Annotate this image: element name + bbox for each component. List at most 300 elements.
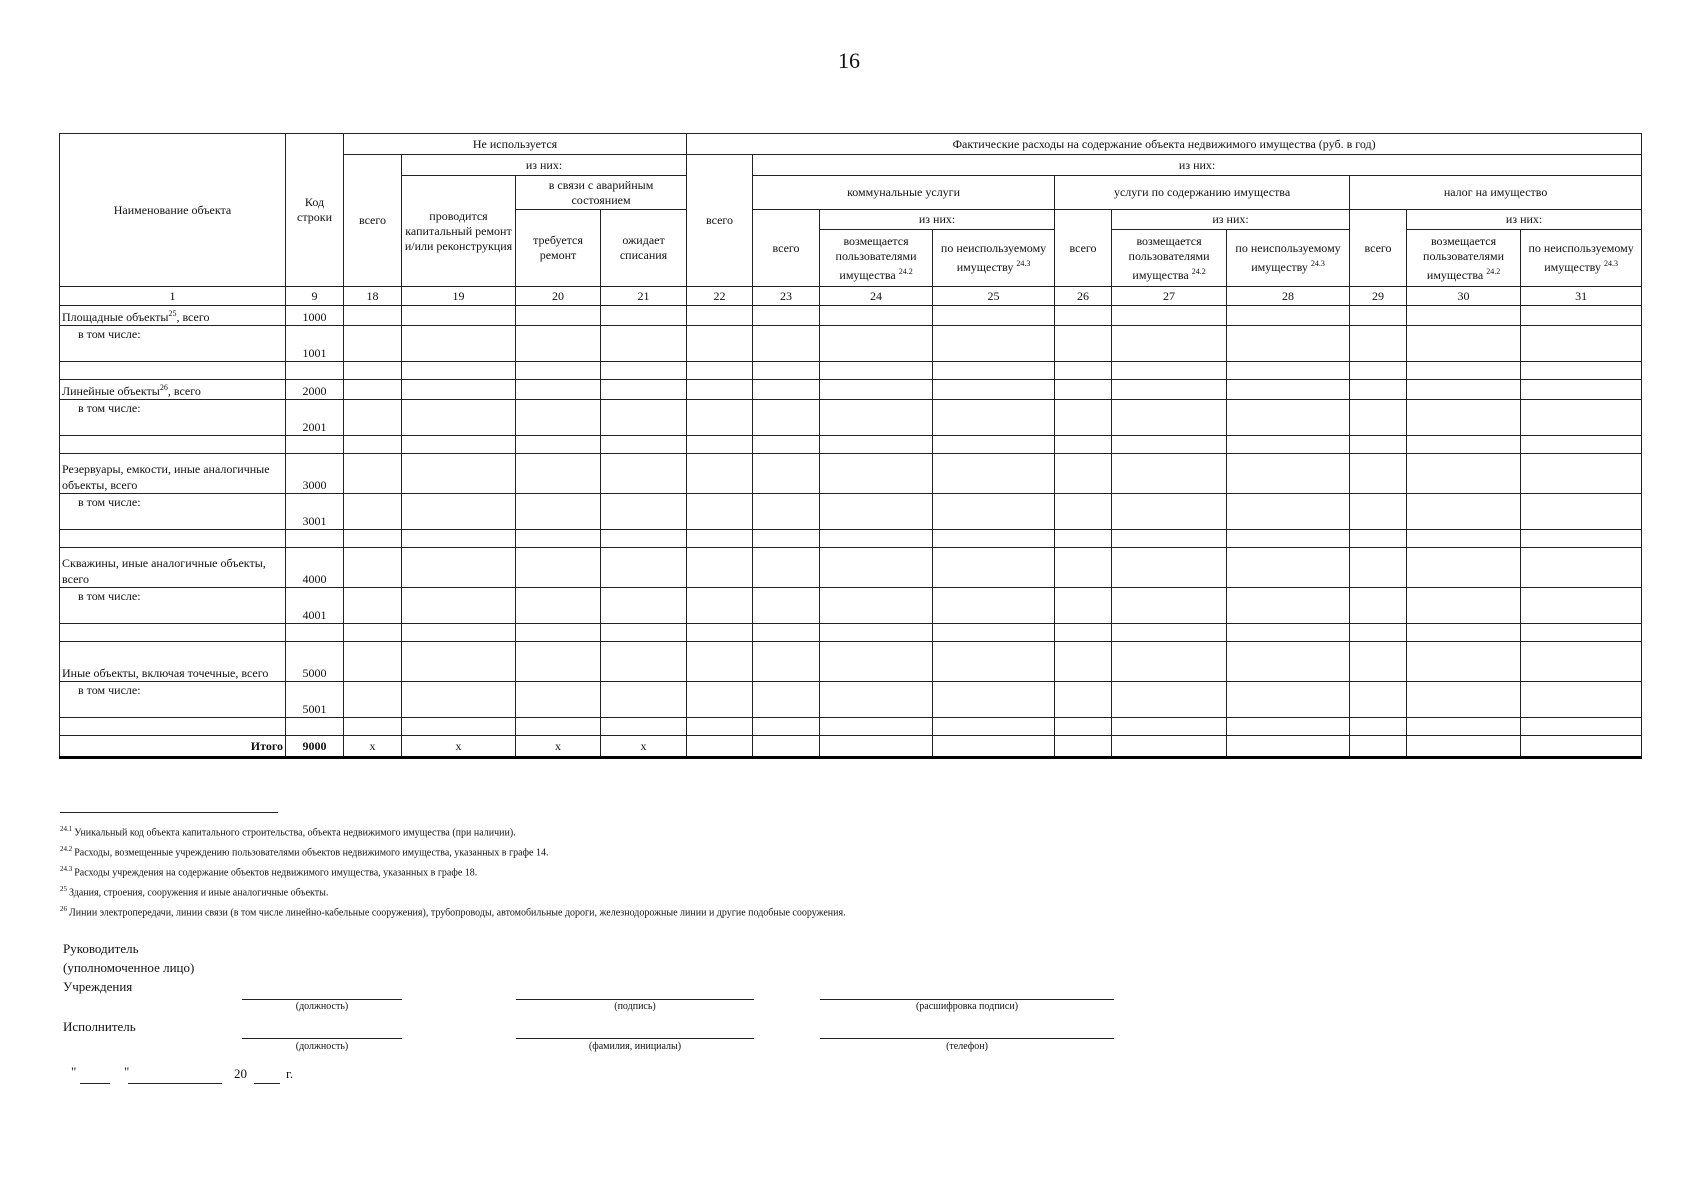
blank-cell[interactable] <box>344 436 402 454</box>
col-number: 25 <box>933 287 1055 306</box>
date-day-line[interactable] <box>80 1083 110 1084</box>
data-cell[interactable] <box>933 306 1055 326</box>
data-cell[interactable] <box>1055 454 1112 494</box>
data-cell[interactable] <box>1112 494 1227 530</box>
data-cell[interactable] <box>1350 454 1407 494</box>
col-number: 18 <box>344 287 402 306</box>
data-cell[interactable] <box>687 682 753 718</box>
data-cell[interactable] <box>933 642 1055 682</box>
data-cell[interactable] <box>687 400 753 436</box>
data-cell[interactable] <box>687 642 753 682</box>
blank-cell[interactable] <box>1407 530 1521 548</box>
data-cell[interactable] <box>820 400 933 436</box>
row-code: 1001 <box>286 326 344 362</box>
data-cell[interactable] <box>601 380 687 400</box>
data-cell[interactable] <box>601 642 687 682</box>
blank-cell[interactable] <box>1112 718 1227 736</box>
blank-cell[interactable] <box>753 362 820 380</box>
blank-cell[interactable] <box>820 624 933 642</box>
blank-cell[interactable] <box>516 362 601 380</box>
blank-cell[interactable] <box>1227 530 1350 548</box>
data-cell[interactable] <box>601 494 687 530</box>
data-cell[interactable] <box>820 494 933 530</box>
col-number: 1 <box>60 287 286 306</box>
row-code: 4001 <box>286 588 344 624</box>
row-code: 3000 <box>286 454 344 494</box>
data-cell[interactable] <box>516 306 601 326</box>
header-property-tax: налог на имущество <box>1350 176 1642 210</box>
blank-cell[interactable] <box>1350 530 1407 548</box>
executor-position-caption: (должность) <box>295 1041 349 1052</box>
data-cell[interactable] <box>1407 682 1521 718</box>
blank-cell[interactable] <box>286 624 344 642</box>
data-cell[interactable] <box>1350 306 1407 326</box>
data-cell[interactable] <box>516 682 601 718</box>
data-cell[interactable] <box>402 642 516 682</box>
data-cell[interactable] <box>344 588 402 624</box>
executor-position-line[interactable] <box>242 1038 402 1039</box>
column-numbers-row <box>60 287 1642 306</box>
header-awaits-writeoff: ожидает списания <box>601 210 687 287</box>
data-cell[interactable] <box>820 588 933 624</box>
data-cell[interactable] <box>753 454 820 494</box>
data-cell[interactable] <box>753 306 820 326</box>
table-row <box>60 494 1642 530</box>
col-number: 27 <box>1112 287 1227 306</box>
row-code: 5001 <box>286 682 344 718</box>
blank-row <box>60 718 1642 736</box>
data-cell[interactable] <box>753 380 820 400</box>
data-cell[interactable] <box>933 326 1055 362</box>
total-cell[interactable] <box>1055 736 1112 758</box>
data-cell[interactable] <box>601 588 687 624</box>
data-cell[interactable] <box>1112 326 1227 362</box>
data-cell[interactable] <box>516 548 601 588</box>
header-utilities-of-them: из них: <box>820 210 1055 230</box>
data-cell[interactable] <box>1055 380 1112 400</box>
table-row <box>60 548 1642 588</box>
header-not-used-of-them: из них: <box>402 155 687 176</box>
total-cell[interactable] <box>1112 736 1227 758</box>
date-year-prefix: 20 <box>234 1066 247 1081</box>
blank-cell[interactable] <box>687 362 753 380</box>
blank-cell[interactable] <box>1227 362 1350 380</box>
data-cell[interactable] <box>601 400 687 436</box>
data-cell[interactable] <box>344 548 402 588</box>
blank-cell[interactable] <box>60 530 286 548</box>
blank-cell[interactable] <box>1350 362 1407 380</box>
data-cell[interactable] <box>1407 588 1521 624</box>
data-cell[interactable] <box>1112 380 1227 400</box>
data-cell[interactable] <box>344 306 402 326</box>
data-cell[interactable] <box>1227 642 1350 682</box>
blank-cell[interactable] <box>402 436 516 454</box>
blank-cell[interactable] <box>1227 436 1350 454</box>
data-cell[interactable] <box>1350 642 1407 682</box>
data-cell[interactable] <box>1227 548 1350 588</box>
footnote-item: $^{24.1}$ Уникальный код объекта капитального строительства, объекта недвижимого имущества (при наличии). <box>60 825 516 839</box>
data-cell[interactable] <box>1521 494 1642 530</box>
data-cell[interactable] <box>933 588 1055 624</box>
data-cell[interactable] <box>344 642 402 682</box>
data-cell[interactable] <box>753 682 820 718</box>
blank-cell[interactable] <box>601 718 687 736</box>
blank-cell[interactable] <box>1350 436 1407 454</box>
blank-cell[interactable] <box>286 362 344 380</box>
data-cell[interactable] <box>601 454 687 494</box>
data-cell[interactable] <box>1350 380 1407 400</box>
real-estate-expenses-table <box>59 133 1642 759</box>
header-needs-repair: требуется ремонт <box>516 210 601 287</box>
data-cell[interactable] <box>933 548 1055 588</box>
data-cell[interactable] <box>1521 642 1642 682</box>
blank-cell[interactable] <box>286 718 344 736</box>
data-cell[interactable] <box>1112 548 1227 588</box>
data-cell[interactable] <box>344 380 402 400</box>
blank-cell[interactable] <box>1227 718 1350 736</box>
blank-cell[interactable] <box>687 624 753 642</box>
blank-cell[interactable] <box>933 624 1055 642</box>
data-cell[interactable] <box>516 494 601 530</box>
data-cell[interactable] <box>344 494 402 530</box>
col-number: 22 <box>687 287 753 306</box>
data-cell[interactable] <box>601 682 687 718</box>
table-row <box>60 380 1642 400</box>
blank-cell[interactable] <box>60 362 286 380</box>
blank-cell[interactable] <box>1055 718 1112 736</box>
blank-cell[interactable] <box>286 530 344 548</box>
data-cell[interactable] <box>753 494 820 530</box>
blank-cell[interactable] <box>402 530 516 548</box>
col-number: 30 <box>1407 287 1521 306</box>
data-cell[interactable] <box>753 548 820 588</box>
blank-cell[interactable] <box>1055 624 1112 642</box>
blank-cell[interactable] <box>1407 624 1521 642</box>
data-cell[interactable] <box>1350 588 1407 624</box>
data-cell[interactable] <box>1055 494 1112 530</box>
blank-cell[interactable] <box>601 436 687 454</box>
data-cell[interactable] <box>1407 400 1521 436</box>
data-cell[interactable] <box>1227 380 1350 400</box>
data-cell[interactable] <box>601 326 687 362</box>
row-subtitle: в том числе: <box>60 588 286 624</box>
blank-cell[interactable] <box>820 362 933 380</box>
executor-phone-line[interactable] <box>820 1038 1114 1039</box>
blank-cell[interactable] <box>753 436 820 454</box>
data-cell[interactable] <box>1227 588 1350 624</box>
data-cell[interactable] <box>687 326 753 362</box>
blank-cell[interactable] <box>820 718 933 736</box>
data-cell[interactable] <box>344 454 402 494</box>
data-cell[interactable] <box>820 548 933 588</box>
footnote-item: $^{25}$ Здания, строения, сооружения и иные аналогичные объекты. <box>60 885 329 899</box>
data-cell[interactable] <box>1407 548 1521 588</box>
blank-cell[interactable] <box>344 362 402 380</box>
head-label-1: Руководитель <box>63 941 139 956</box>
blank-cell[interactable] <box>344 530 402 548</box>
data-cell[interactable] <box>1521 400 1642 436</box>
executor-phone-caption: (телефон) <box>946 1041 988 1052</box>
data-cell[interactable] <box>516 326 601 362</box>
footnote-item: $^{24.3}$ Расходы учреждения на содержание объектов недвижимого имущества, указанных в графе 18. <box>60 865 478 879</box>
blank-cell[interactable] <box>1521 530 1642 548</box>
data-cell[interactable] <box>1407 494 1521 530</box>
data-cell[interactable] <box>1227 326 1350 362</box>
blank-cell[interactable] <box>933 718 1055 736</box>
col-number: 21 <box>601 287 687 306</box>
blank-cell[interactable] <box>402 362 516 380</box>
data-cell[interactable] <box>1112 588 1227 624</box>
blank-cell[interactable] <box>1227 624 1350 642</box>
date-quote-close: " <box>124 1064 130 1079</box>
data-cell[interactable] <box>933 494 1055 530</box>
data-cell[interactable] <box>601 306 687 326</box>
row-object-name: Площадные объекты$^{25}$, всего <box>60 306 286 326</box>
data-cell[interactable] <box>402 400 516 436</box>
data-cell[interactable] <box>933 682 1055 718</box>
data-cell[interactable] <box>687 454 753 494</box>
data-cell[interactable] <box>933 400 1055 436</box>
data-cell[interactable] <box>1055 548 1112 588</box>
total-row <box>60 736 1642 758</box>
data-cell[interactable] <box>516 400 601 436</box>
blank-cell[interactable] <box>516 530 601 548</box>
data-cell[interactable] <box>1407 380 1521 400</box>
row-object-name: Скважины, иные аналогичные объекты, всего <box>60 548 286 588</box>
data-cell[interactable] <box>753 326 820 362</box>
blank-cell[interactable] <box>933 362 1055 380</box>
data-cell[interactable] <box>516 642 601 682</box>
header-expenses-all: всего <box>687 155 753 287</box>
data-cell[interactable] <box>753 400 820 436</box>
blank-cell[interactable] <box>60 624 286 642</box>
blank-cell[interactable] <box>753 718 820 736</box>
blank-cell[interactable] <box>516 624 601 642</box>
blank-cell[interactable] <box>1055 436 1112 454</box>
blank-cell[interactable] <box>1521 362 1642 380</box>
blank-cell[interactable] <box>60 718 286 736</box>
col-number: 9 <box>286 287 344 306</box>
data-cell[interactable] <box>1350 548 1407 588</box>
data-cell[interactable] <box>820 306 933 326</box>
blank-cell[interactable] <box>1521 624 1642 642</box>
data-cell[interactable] <box>1407 454 1521 494</box>
data-cell[interactable] <box>402 454 516 494</box>
data-cell[interactable] <box>933 454 1055 494</box>
executor-fio-caption: (фамилия, инициалы) <box>588 1041 682 1052</box>
data-cell[interactable] <box>516 380 601 400</box>
data-cell[interactable] <box>820 380 933 400</box>
data-cell[interactable] <box>402 588 516 624</box>
blank-cell[interactable] <box>516 436 601 454</box>
data-cell[interactable] <box>1055 682 1112 718</box>
blank-cell[interactable] <box>601 362 687 380</box>
data-cell[interactable] <box>516 454 601 494</box>
blank-cell[interactable] <box>1112 436 1227 454</box>
total-cell[interactable] <box>753 736 820 758</box>
data-cell[interactable] <box>344 682 402 718</box>
row-code: 2000 <box>286 380 344 400</box>
blank-cell[interactable] <box>753 530 820 548</box>
blank-cell[interactable] <box>753 624 820 642</box>
blank-cell[interactable] <box>933 530 1055 548</box>
data-cell[interactable] <box>1521 306 1642 326</box>
data-cell[interactable] <box>1407 642 1521 682</box>
data-cell[interactable] <box>402 682 516 718</box>
blank-cell[interactable] <box>820 530 933 548</box>
data-cell[interactable] <box>1521 682 1642 718</box>
blank-cell[interactable] <box>286 436 344 454</box>
header-object-name: Наименование объекта <box>60 134 286 287</box>
date-year-line[interactable] <box>254 1083 280 1084</box>
total-cell[interactable] <box>820 736 933 758</box>
total-cell[interactable] <box>1521 736 1642 758</box>
blank-cell[interactable] <box>1112 362 1227 380</box>
table-row <box>60 306 1642 326</box>
data-cell[interactable] <box>402 494 516 530</box>
blank-cell[interactable] <box>1055 362 1112 380</box>
data-cell[interactable] <box>820 326 933 362</box>
data-cell[interactable] <box>1112 400 1227 436</box>
header-not-used-all: всего <box>344 155 402 287</box>
table-row <box>60 326 1642 362</box>
data-cell[interactable] <box>687 588 753 624</box>
data-cell[interactable] <box>402 326 516 362</box>
data-cell[interactable] <box>1227 400 1350 436</box>
head-position-line[interactable] <box>242 999 402 1000</box>
row-code: 4000 <box>286 548 344 588</box>
data-cell[interactable] <box>1350 494 1407 530</box>
data-cell[interactable] <box>1521 588 1642 624</box>
data-cell[interactable] <box>1227 454 1350 494</box>
blank-cell[interactable] <box>601 530 687 548</box>
data-cell[interactable] <box>1521 326 1642 362</box>
blank-cell[interactable] <box>402 624 516 642</box>
data-cell[interactable] <box>1055 588 1112 624</box>
data-cell[interactable] <box>820 642 933 682</box>
total-label: Итого <box>60 736 286 758</box>
blank-cell[interactable] <box>601 624 687 642</box>
total-cell[interactable] <box>1407 736 1521 758</box>
head-decode-line[interactable] <box>820 999 1114 1000</box>
total-cell[interactable] <box>1350 736 1407 758</box>
head-signature-line[interactable] <box>516 999 754 1000</box>
header-utilities-unused: по неиспользуемому имуществу $^{24.3}$ <box>933 230 1055 287</box>
data-cell[interactable] <box>402 306 516 326</box>
data-cell[interactable] <box>687 548 753 588</box>
data-cell[interactable] <box>1521 454 1642 494</box>
data-cell[interactable] <box>1112 454 1227 494</box>
data-cell[interactable] <box>1227 306 1350 326</box>
blank-cell[interactable] <box>1350 718 1407 736</box>
col-number: 26 <box>1055 287 1112 306</box>
data-cell[interactable] <box>1055 642 1112 682</box>
data-cell[interactable] <box>820 682 933 718</box>
data-cell[interactable] <box>1350 682 1407 718</box>
blank-cell[interactable] <box>1112 624 1227 642</box>
data-cell[interactable] <box>933 380 1055 400</box>
blank-cell[interactable] <box>1407 362 1521 380</box>
data-cell[interactable] <box>1055 306 1112 326</box>
data-cell[interactable] <box>1112 642 1227 682</box>
data-cell[interactable] <box>753 642 820 682</box>
data-cell[interactable] <box>1521 548 1642 588</box>
col-number: 31 <box>1521 287 1642 306</box>
data-cell[interactable] <box>687 306 753 326</box>
blank-cell[interactable] <box>820 436 933 454</box>
data-cell[interactable] <box>1521 380 1642 400</box>
blank-cell[interactable] <box>687 436 753 454</box>
data-cell[interactable] <box>1407 326 1521 362</box>
data-cell[interactable] <box>1227 682 1350 718</box>
blank-cell[interactable] <box>687 718 753 736</box>
data-cell[interactable] <box>1112 306 1227 326</box>
col-number: 24 <box>820 287 933 306</box>
data-cell[interactable] <box>820 454 933 494</box>
data-cell[interactable] <box>1112 682 1227 718</box>
footnote-item: $^{26}$ Линии электропередачи, линии связи (в том числе линейно-кабельные сооружения), трубопроводы, автомобильные дороги, железнодорожные линии и другие подобные сооружения. <box>60 905 846 919</box>
blank-cell[interactable] <box>344 624 402 642</box>
blank-cell[interactable] <box>1112 530 1227 548</box>
data-cell[interactable] <box>402 380 516 400</box>
blank-cell[interactable] <box>402 718 516 736</box>
col-number: 23 <box>753 287 820 306</box>
data-cell[interactable] <box>1350 326 1407 362</box>
blank-cell[interactable] <box>1055 530 1112 548</box>
data-cell[interactable] <box>1407 306 1521 326</box>
data-cell[interactable] <box>1055 400 1112 436</box>
header-tax-all: всего <box>1350 210 1407 287</box>
row-code: 3001 <box>286 494 344 530</box>
data-cell[interactable] <box>344 400 402 436</box>
col-number: 19 <box>402 287 516 306</box>
data-cell[interactable] <box>687 494 753 530</box>
data-cell[interactable] <box>1055 326 1112 362</box>
blank-cell[interactable] <box>1521 436 1642 454</box>
data-cell[interactable] <box>402 548 516 588</box>
blank-row <box>60 362 1642 380</box>
blank-cell[interactable] <box>516 718 601 736</box>
blank-cell[interactable] <box>933 436 1055 454</box>
blank-cell[interactable] <box>1407 718 1521 736</box>
data-cell[interactable] <box>344 326 402 362</box>
blank-cell[interactable] <box>1350 624 1407 642</box>
blank-cell[interactable] <box>1407 436 1521 454</box>
blank-cell[interactable] <box>344 718 402 736</box>
data-cell[interactable] <box>687 380 753 400</box>
blank-cell[interactable] <box>687 530 753 548</box>
total-x-mark: x <box>402 736 516 758</box>
total-cell[interactable] <box>933 736 1055 758</box>
footnote-rule <box>60 812 278 813</box>
executor-fio-line[interactable] <box>516 1038 754 1039</box>
date-month-line[interactable] <box>128 1083 222 1084</box>
data-cell[interactable] <box>1350 400 1407 436</box>
total-cell[interactable] <box>1227 736 1350 758</box>
blank-cell[interactable] <box>60 436 286 454</box>
data-cell[interactable] <box>601 548 687 588</box>
header-not-used: Не используется <box>344 134 687 155</box>
data-cell[interactable] <box>1227 494 1350 530</box>
total-cell[interactable] <box>687 736 753 758</box>
blank-cell[interactable] <box>1521 718 1642 736</box>
data-cell[interactable] <box>753 588 820 624</box>
total-x-mark: x <box>601 736 687 758</box>
blank-row <box>60 624 1642 642</box>
data-cell[interactable] <box>516 588 601 624</box>
header-capital-repair: проводится капитальный ремонт и/или реконструкция <box>402 176 516 287</box>
table-row <box>60 588 1642 624</box>
